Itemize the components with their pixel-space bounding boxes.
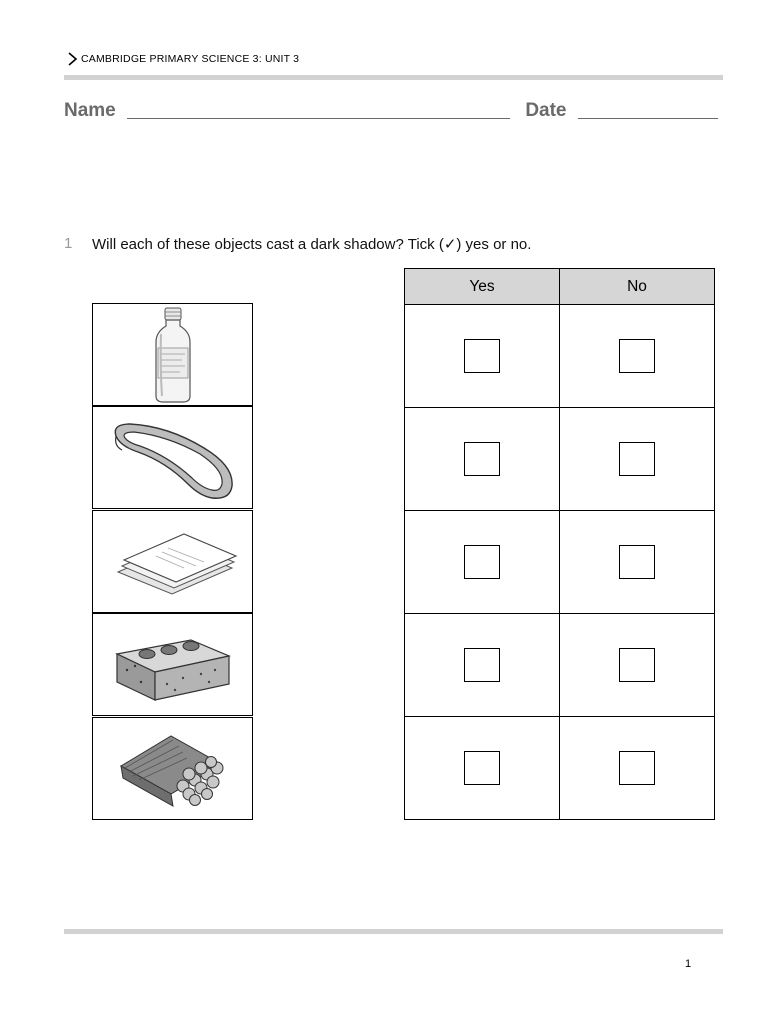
date-label: Date	[525, 100, 567, 121]
checkbox-no-paper[interactable]	[619, 545, 655, 579]
checkbox-yes-logs[interactable]	[464, 751, 500, 785]
rubber-band-icon	[108, 412, 238, 504]
date-field[interactable]	[578, 100, 718, 119]
checkbox-yes-rubber-band[interactable]	[464, 442, 500, 476]
wooden-logs-icon	[111, 726, 235, 812]
table-row	[405, 408, 715, 511]
chevron-right-icon	[67, 52, 78, 66]
object-cell-logs	[92, 717, 253, 820]
unit-label: CAMBRIDGE PRIMARY SCIENCE 3: UNIT 3	[81, 53, 300, 65]
object-cell-paper	[92, 510, 253, 613]
brick-icon	[111, 626, 235, 704]
table-row	[405, 511, 715, 614]
footer-divider	[64, 929, 723, 934]
table-row	[405, 717, 715, 820]
checkbox-no-brick[interactable]	[619, 648, 655, 682]
object-cell-bottle	[92, 303, 253, 406]
yes-no-table	[404, 268, 715, 820]
object-cell-rubber-band	[92, 406, 253, 509]
checkbox-no-bottle[interactable]	[619, 339, 655, 373]
checkbox-yes-bottle[interactable]	[464, 339, 500, 373]
checkbox-yes-brick[interactable]	[464, 648, 500, 682]
paper-sheets-icon	[108, 522, 238, 602]
unit-header	[67, 52, 299, 66]
name-label: Name	[64, 100, 116, 121]
question-number: 1	[64, 235, 73, 252]
checkbox-no-rubber-band[interactable]	[619, 442, 655, 476]
checkbox-no-logs[interactable]	[619, 751, 655, 785]
checkbox-yes-paper[interactable]	[464, 545, 500, 579]
page-number: 1	[685, 958, 692, 970]
column-header-no: No	[560, 269, 715, 305]
table-row	[405, 305, 715, 408]
name-date-row	[64, 100, 718, 122]
plastic-bottle-icon	[138, 306, 208, 404]
header-divider	[64, 75, 723, 80]
column-header-yes: Yes	[405, 269, 560, 305]
question-text: Will each of these objects cast a dark shadow? Tick (✓) yes or no.	[92, 236, 532, 253]
object-cell-brick	[92, 613, 253, 716]
table-row	[405, 614, 715, 717]
name-field[interactable]	[127, 100, 510, 119]
